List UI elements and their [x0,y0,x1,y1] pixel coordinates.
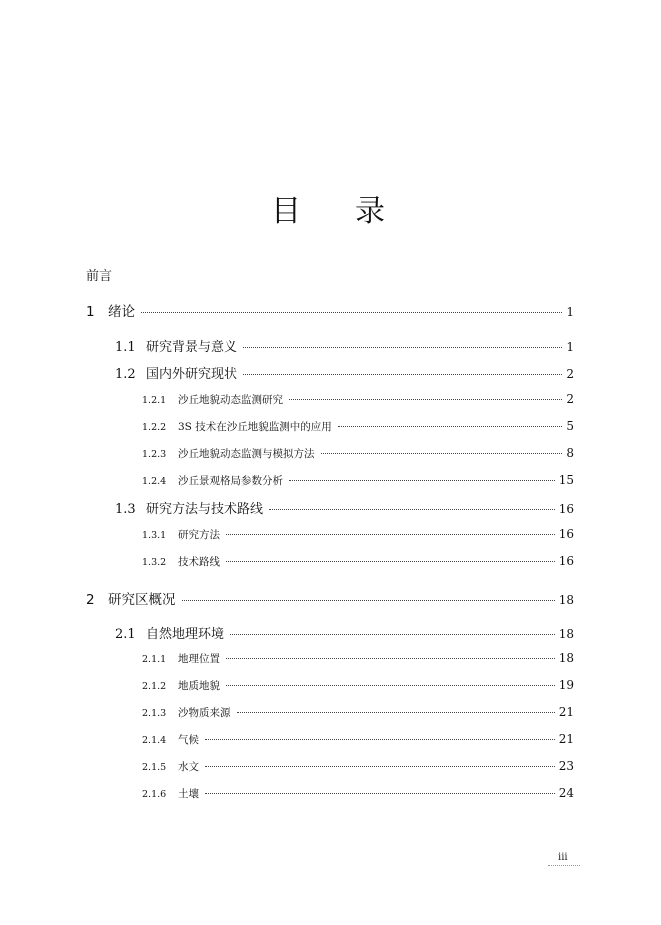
toc-entry-number: 2.1.2 [142,681,167,692]
toc-entry-page: 16 [558,554,574,568]
toc-entry-subsection[interactable] [142,419,574,434]
toc-entry-number: 2.1.1 [142,654,167,665]
toc-entry-label: 沙丘景观格局参数分析 [178,475,283,487]
dot-leader [226,658,555,659]
toc-entry-section[interactable] [115,336,574,355]
dot-leader [205,739,555,740]
toc-entry-number: 1.3.2 [142,557,167,568]
toc-entry-number: 1.3 [115,502,136,517]
toc-entry-number: 2.1.4 [142,735,167,746]
toc-entry-page: 21 [558,705,574,719]
toc-entry-subsection[interactable] [142,392,574,407]
toc-entry-page: 18 [558,627,574,641]
toc-entry-page: 2 [566,367,574,381]
toc-entry-page: 21 [558,732,574,746]
toc-entry-number: 2 [86,592,95,608]
toc-entry-label: 研究方法与技术路线 [146,502,264,517]
toc-preface[interactable]: 前言 [86,269,113,284]
toc-entry-number: 1.2.2 [142,422,167,433]
dot-leader [243,374,562,375]
toc-entry-label: 国内外研究现状 [146,367,238,382]
toc-entry-section[interactable] [115,363,574,382]
toc-entry-label: 地质地貌 [178,680,220,692]
toc-entry-page: 5 [566,419,574,433]
toc-entry-page: 19 [558,678,574,692]
toc-entry-subsection[interactable] [142,678,574,693]
toc-entry-number: 1.2 [115,367,136,382]
toc-entry-number: 2.1.5 [142,762,167,773]
dot-leader [289,480,555,481]
toc-title-char-2: 录 [355,194,385,229]
dot-leader [182,600,555,601]
toc-entry-page: 23 [558,759,574,773]
toc-entry-subsection[interactable] [142,473,574,488]
toc-entry-chapter[interactable] [86,588,574,608]
toc-entry-page: 16 [558,502,574,516]
dot-leader [226,534,555,535]
dot-leader [237,712,555,713]
toc-entry-number: 1.2.3 [142,449,167,460]
toc-entry-number: 1.3.1 [142,530,167,541]
toc-entry-page: 15 [558,473,574,487]
toc-title-char-1: 目 [271,194,301,229]
toc-entry-page: 8 [566,446,574,460]
toc-entry-section[interactable] [115,623,574,642]
toc-entry-label: 沙物质来源 [178,707,231,719]
dot-leader [226,561,555,562]
toc-entry-page: 18 [558,593,574,607]
toc-entry-section[interactable] [115,498,574,517]
toc-entry-subsection[interactable] [142,786,574,801]
footer-page-number: iii [558,852,568,863]
toc-entry-number: 1 [86,304,95,320]
toc-entry-label: 研究区概况 [108,592,176,608]
toc-entry-label: 技术路线 [178,556,220,568]
dot-leader [269,509,555,510]
toc-entry-subsection[interactable] [142,705,574,720]
toc-entry-label: 土壤 [178,788,199,800]
dot-leader [338,426,563,427]
toc-entry-page: 18 [558,651,574,665]
dot-leader [205,766,555,767]
toc-entry-page: 1 [566,340,574,354]
toc-entry-subsection[interactable] [142,651,574,666]
toc-entry-number: 1.2.1 [142,395,167,406]
toc-entry-page: 1 [566,305,574,319]
footer-divider [548,865,580,866]
toc-entry-number: 2.1.3 [142,708,167,719]
toc-entry-page: 16 [558,527,574,541]
toc-entry-label: 研究方法 [178,529,220,541]
toc-entry-subsection[interactable] [142,759,574,774]
toc-entry-number: 1.1 [115,340,136,355]
toc-entry-subsection[interactable] [142,554,574,569]
toc-entry-page: 2 [566,392,574,406]
dot-leader [289,399,562,400]
toc-entry-subsection[interactable] [142,527,574,542]
dot-leader [243,347,562,348]
toc-entry-label: 自然地理环境 [146,627,225,642]
dot-leader [141,312,562,313]
dot-leader [226,685,555,686]
toc-entry-subsection[interactable] [142,446,574,461]
toc-entry-label: 地理位置 [178,653,220,665]
toc-entry-subsection[interactable] [142,732,574,747]
toc-entry-label: 3S 技术在沙丘地貌监测中的应用 [178,421,332,433]
toc-entry-chapter[interactable] [86,300,574,320]
toc-entry-page: 24 [558,786,574,800]
toc-entry-number: 1.2.4 [142,476,167,487]
toc-entry-label: 沙丘地貌动态监测与模拟方法 [178,448,315,460]
dot-leader [205,793,555,794]
dot-leader [230,634,555,635]
dot-leader [321,453,563,454]
toc-entry-label: 研究背景与意义 [146,340,238,355]
toc-entry-number: 2.1.6 [142,789,167,800]
toc-entry-label: 沙丘地貌动态监测研究 [178,394,283,406]
toc-entry-label: 气候 [178,734,199,746]
toc-entry-label: 水文 [178,761,199,773]
toc-entry-number: 2.1 [115,627,136,642]
toc-entry-label: 绪论 [108,304,135,320]
